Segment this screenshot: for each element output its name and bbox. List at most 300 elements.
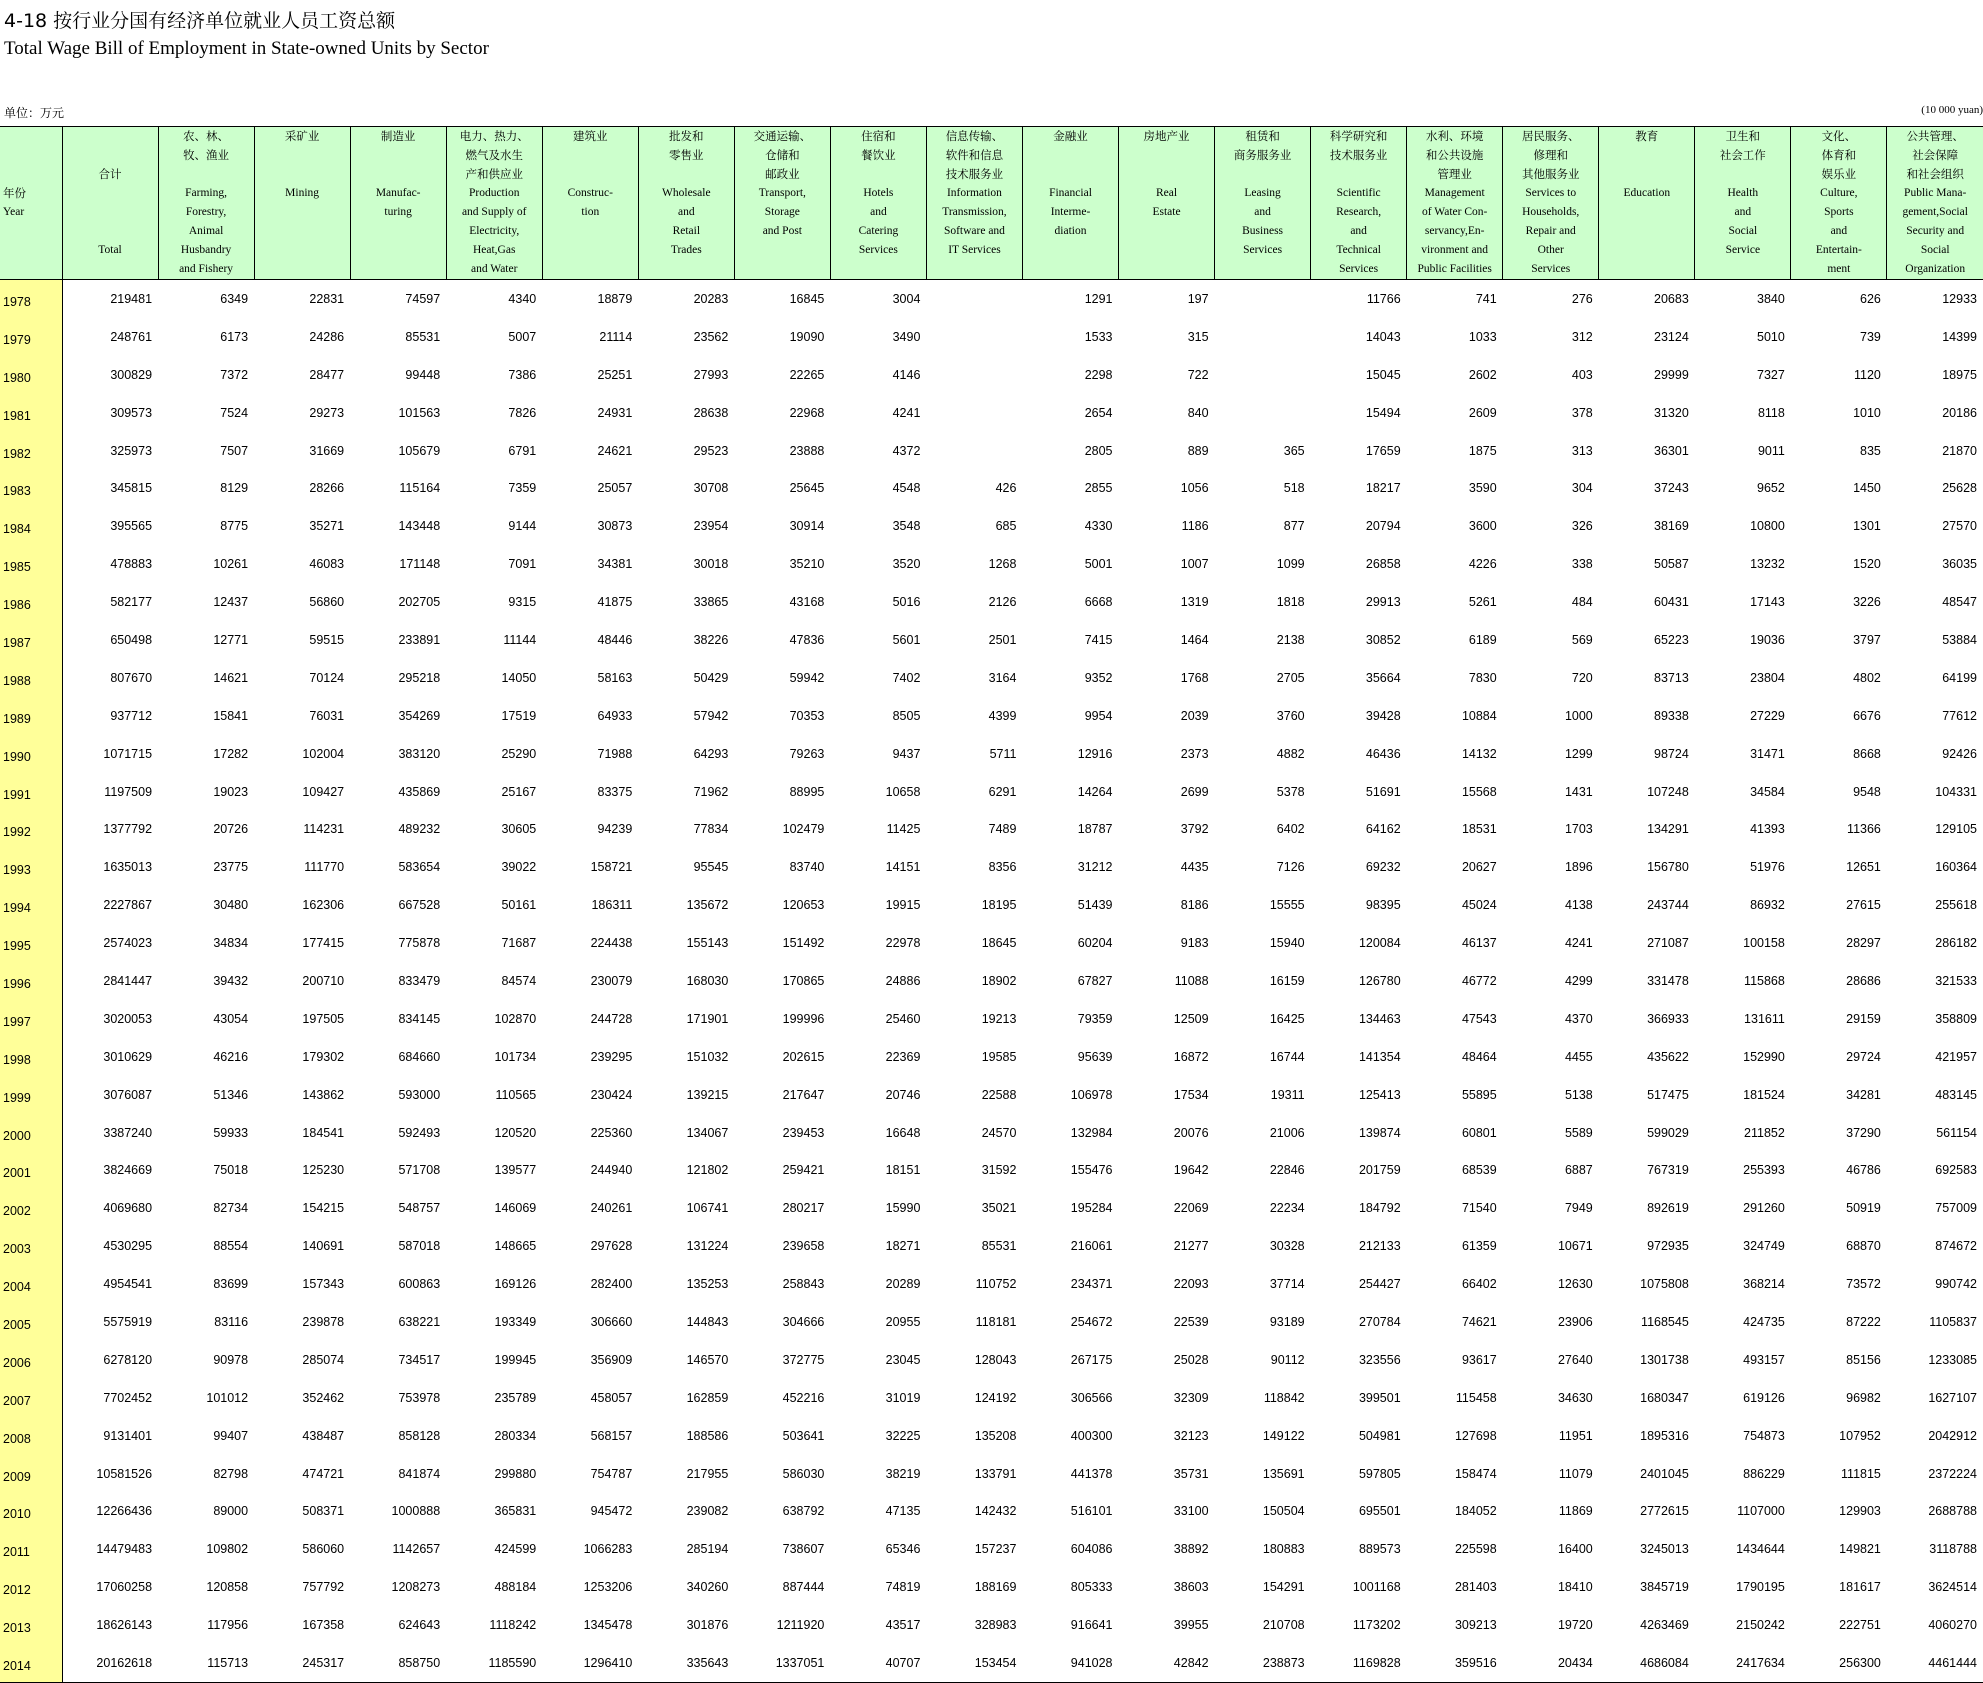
- value-cell: 304666: [782, 1314, 825, 1329]
- column-header-en: Security and: [1906, 225, 1965, 237]
- value-cell: 2138: [1276, 632, 1305, 647]
- value-cell: 18531: [1461, 822, 1497, 837]
- value-cell: 6189: [1468, 632, 1497, 647]
- column-header-en: diation: [1054, 225, 1087, 237]
- value-cell: 197505: [302, 1011, 345, 1026]
- value-cell: 24931: [597, 405, 633, 420]
- value-cell: 18217: [1365, 481, 1401, 496]
- table-row: [0, 735, 1983, 773]
- value-cell: 5589: [1564, 1125, 1593, 1140]
- value-cell: 1790195: [1736, 1580, 1785, 1595]
- column-header-en: Service: [1725, 244, 1761, 256]
- value-cell: 23562: [693, 329, 729, 344]
- value-cell: 4299: [1564, 973, 1593, 988]
- column-header-en: vironment and: [1421, 244, 1489, 256]
- year-cell: 2010: [0, 1493, 62, 1531]
- value-cell: 592493: [398, 1125, 441, 1140]
- value-cell: 3118788: [1929, 1542, 1977, 1557]
- value-cell: 85156: [1846, 1352, 1881, 1367]
- value-cell: 177415: [302, 936, 345, 951]
- value-cell: 739: [1860, 329, 1881, 344]
- value-cell: 64293: [693, 746, 729, 761]
- column-header-cn: 软件和信息: [945, 148, 1004, 162]
- value-cell: 120520: [494, 1125, 537, 1140]
- value-cell: 372775: [782, 1352, 825, 1367]
- value-cell: 11425: [886, 822, 921, 837]
- value-cell: 2227867: [103, 898, 153, 913]
- year-cell: 2007: [0, 1379, 62, 1417]
- value-cell: 31212: [1077, 860, 1113, 875]
- column-header-en: Culture,: [1820, 187, 1858, 199]
- value-cell: 383120: [398, 746, 441, 761]
- column-header: [734, 127, 830, 280]
- column-header-cn: 房地产业: [1143, 129, 1190, 143]
- value-cell: 624643: [398, 1618, 441, 1633]
- value-cell: 38892: [1173, 1542, 1209, 1557]
- year-cell: 1980: [0, 356, 62, 394]
- table-row: [0, 1151, 1983, 1189]
- year-cell: 1983: [0, 469, 62, 507]
- value-cell: 1197509: [104, 784, 153, 799]
- table-row: [0, 1303, 1983, 1341]
- value-cell: 239295: [590, 1049, 633, 1064]
- value-cell: 4461444: [1887, 1644, 1983, 1682]
- value-cell: 301876: [686, 1618, 729, 1633]
- value-cell: 8129: [220, 481, 249, 496]
- value-cell: 22369: [885, 1049, 921, 1064]
- value-cell: 25460: [885, 1011, 921, 1026]
- value-cell: 34281: [1846, 1087, 1881, 1102]
- value-cell: 243744: [1647, 898, 1689, 913]
- value-cell: 474721: [302, 1466, 345, 1481]
- value-cell: 667528: [398, 898, 441, 913]
- value-cell: 504981: [1358, 1428, 1401, 1443]
- column-header-en: Software and: [943, 225, 1005, 237]
- value-cell: 4263469: [1640, 1618, 1689, 1633]
- value-cell: 1635013: [103, 860, 153, 875]
- column-header-en: Hotels: [863, 187, 894, 199]
- value-cell: 37243: [1654, 481, 1689, 496]
- value-cell: 48547: [1942, 595, 1977, 610]
- value-cell: 516101: [1070, 1504, 1113, 1519]
- value-cell: 89000: [213, 1504, 249, 1519]
- value-cell: 132984: [1070, 1125, 1113, 1140]
- value-cell: 22846: [1269, 1163, 1305, 1178]
- value-cell: 1000: [1564, 708, 1593, 723]
- value-cell: 4226: [1468, 557, 1497, 572]
- table-row: [0, 1568, 1983, 1606]
- value-cell: 18787: [1077, 822, 1113, 837]
- value-cell: 59515: [309, 632, 345, 647]
- year-column-header: [0, 127, 62, 280]
- column-header: [1022, 127, 1118, 280]
- column-header-en: Estate: [1152, 206, 1181, 218]
- column-header-en: Sports: [1824, 206, 1854, 218]
- value-cell: 142432: [974, 1504, 1017, 1519]
- value-cell: 356909: [590, 1352, 633, 1367]
- value-cell: 8186: [1180, 898, 1209, 913]
- value-cell: 37290: [1846, 1125, 1881, 1140]
- value-cell: 106741: [686, 1201, 729, 1216]
- value-cell: 6349: [220, 291, 249, 306]
- value-cell: 14050: [501, 670, 537, 685]
- column-header-en: Health: [1727, 187, 1759, 199]
- column-header-en: and Fishery: [179, 263, 234, 275]
- value-cell: 5711: [989, 746, 1017, 761]
- column-header-en: Transport,: [758, 187, 806, 199]
- column-header-en: Information: [946, 187, 1002, 199]
- value-cell: 46137: [1461, 936, 1497, 951]
- column-header-en: Financial: [1049, 187, 1092, 199]
- value-cell: 599029: [1647, 1125, 1689, 1140]
- value-cell: 20955: [885, 1314, 921, 1329]
- value-cell: 239082: [686, 1504, 729, 1519]
- value-cell: 1450: [1853, 481, 1881, 496]
- column-header-en: Construc-: [567, 187, 613, 199]
- value-cell: 64933: [597, 708, 633, 723]
- value-cell: 64199: [1942, 670, 1977, 685]
- value-cell: 2772615: [1640, 1504, 1689, 1519]
- value-cell: 131224: [686, 1239, 729, 1254]
- value-cell: 365831: [494, 1504, 537, 1519]
- value-cell: 4340: [508, 291, 537, 306]
- value-cell: 30018: [693, 557, 729, 572]
- column-header-cn: 租赁和: [1245, 129, 1280, 143]
- value-cell: 757792: [302, 1580, 345, 1595]
- value-cell: 248761: [110, 329, 153, 344]
- column-header-en: and Supply of: [461, 206, 527, 218]
- value-cell: 89338: [1654, 708, 1689, 723]
- value-cell: 35731: [1173, 1466, 1209, 1481]
- value-cell: 378: [1571, 405, 1593, 420]
- value-cell: 27615: [1846, 898, 1881, 913]
- value-cell: 67827: [1077, 973, 1113, 988]
- value-cell: 14043: [1365, 329, 1401, 344]
- value-cell: 43054: [213, 1011, 249, 1026]
- year-cell: 2011: [0, 1530, 62, 1568]
- value-cell: 1168545: [1641, 1314, 1689, 1329]
- value-cell: 93617: [1461, 1352, 1497, 1367]
- value-cell: 3387240: [103, 1125, 153, 1140]
- value-cell: 10800: [1750, 519, 1785, 534]
- value-cell: 126780: [1358, 973, 1401, 988]
- column-header-en: Services to: [1525, 187, 1577, 199]
- value-cell: 195284: [1070, 1201, 1113, 1216]
- column-header-en: Electricity,: [469, 225, 520, 237]
- table-row: [0, 848, 1983, 886]
- value-cell: 841874: [398, 1466, 441, 1481]
- value-cell: 840: [1187, 405, 1209, 420]
- value-cell: 28297: [1846, 936, 1881, 951]
- value-cell: 1071715: [103, 746, 153, 761]
- value-cell: 111815: [1841, 1466, 1881, 1481]
- value-cell: 297628: [590, 1239, 633, 1254]
- value-cell: 30480: [213, 898, 249, 913]
- value-cell: 114231: [303, 822, 345, 837]
- column-header-en: and Water: [470, 263, 518, 275]
- table-row: [0, 1076, 1983, 1114]
- value-cell: 21870: [1942, 443, 1977, 458]
- value-cell: 151032: [686, 1049, 729, 1064]
- value-cell: 424735: [1743, 1314, 1785, 1329]
- value-cell: 115458: [1455, 1390, 1497, 1405]
- column-header-en: Production: [468, 187, 520, 199]
- value-cell: 6173: [220, 329, 249, 344]
- value-cell: 99407: [213, 1428, 249, 1443]
- table-row: [0, 356, 1983, 394]
- year-cell: 1994: [0, 886, 62, 924]
- value-cell: 50161: [501, 898, 537, 913]
- value-cell: 858128: [398, 1428, 441, 1443]
- value-cell: 586030: [782, 1466, 825, 1481]
- value-cell: 835: [1860, 443, 1881, 458]
- value-cell: 180883: [1262, 1542, 1305, 1557]
- column-header-en: Manufac-: [375, 187, 421, 199]
- value-cell: 79359: [1077, 1011, 1113, 1026]
- value-cell: 184052: [1454, 1504, 1497, 1519]
- value-cell: 325973: [110, 443, 153, 458]
- value-cell: 83116: [214, 1314, 249, 1329]
- value-cell: 69232: [1365, 860, 1401, 875]
- value-cell: 291260: [1743, 1201, 1785, 1216]
- value-cell: 767319: [1647, 1163, 1689, 1178]
- value-cell: 139215: [686, 1087, 729, 1102]
- column-header-cn: 其他服务业: [1521, 167, 1580, 181]
- table-row: [0, 1265, 1983, 1303]
- value-cell: 1875: [1468, 443, 1497, 458]
- column-header-cn: 和公共设施: [1425, 148, 1484, 162]
- column-header-en: tion: [581, 206, 600, 218]
- column-header-en: Repair and: [1525, 225, 1576, 237]
- value-cell: 5016: [892, 595, 921, 610]
- value-cell: 582177: [110, 595, 153, 610]
- value-cell: 66402: [1461, 1277, 1497, 1292]
- column-header: [1407, 127, 1503, 280]
- value-cell: 345815: [110, 481, 153, 496]
- value-cell: 1301: [1853, 519, 1881, 534]
- value-cell: 35664: [1365, 670, 1401, 685]
- column-header: [1215, 127, 1311, 280]
- table-row: [0, 886, 1983, 924]
- value-cell: 1066283: [583, 1542, 633, 1557]
- value-cell: 8775: [220, 519, 249, 534]
- year-cell: 1986: [0, 583, 62, 621]
- value-cell: 24286: [309, 329, 345, 344]
- value-cell: 258843: [782, 1277, 825, 1292]
- value-cell: 16744: [1269, 1049, 1305, 1064]
- column-header-cn: 社会工作: [1719, 148, 1766, 162]
- value-cell: 45024: [1461, 898, 1497, 913]
- value-cell: 25628: [1942, 481, 1977, 496]
- value-cell: 101734: [494, 1049, 537, 1064]
- value-cell: 1895316: [1640, 1428, 1689, 1443]
- value-cell: 25251: [597, 367, 633, 382]
- value-cell: 14621: [213, 670, 249, 685]
- year-cell: 1997: [0, 1000, 62, 1038]
- value-cell: 3824669: [103, 1163, 153, 1178]
- value-cell: 25167: [501, 784, 537, 799]
- value-cell: 4530295: [103, 1239, 153, 1254]
- column-header: [1887, 127, 1983, 280]
- column-header-en: Real: [1156, 187, 1178, 199]
- value-cell: 15841: [213, 708, 249, 723]
- value-cell: 110565: [495, 1087, 537, 1102]
- value-cell: 5010: [1757, 329, 1785, 344]
- value-cell: 972935: [1647, 1239, 1689, 1254]
- value-cell: 11079: [1558, 1466, 1593, 1481]
- value-cell: 15494: [1365, 405, 1401, 420]
- value-cell: 478883: [110, 557, 153, 572]
- value-cell: 47135: [885, 1504, 921, 1519]
- value-cell: 493157: [1743, 1352, 1785, 1367]
- value-cell: 7524: [220, 405, 249, 420]
- value-cell: 48464: [1461, 1049, 1497, 1064]
- value-cell: 6887: [1564, 1163, 1593, 1178]
- value-cell: 1680347: [1640, 1390, 1689, 1405]
- value-cell: 17534: [1173, 1087, 1209, 1102]
- column-header: [62, 127, 158, 280]
- value-cell: 42842: [1119, 1644, 1215, 1682]
- year-cell: 2001: [0, 1151, 62, 1189]
- table-row: [0, 621, 1983, 659]
- value-cell: 25645: [789, 481, 825, 496]
- year-cell: 1993: [0, 848, 62, 886]
- value-cell: 3760: [1276, 708, 1305, 723]
- value-cell: 107952: [1839, 1428, 1881, 1443]
- value-cell: 58163: [597, 670, 633, 685]
- value-cell: 25290: [501, 746, 537, 761]
- value-cell: [926, 280, 1022, 318]
- value-cell: 35210: [789, 557, 825, 572]
- value-cell: 37714: [1269, 1277, 1305, 1292]
- value-cell: 39955: [1173, 1618, 1209, 1633]
- value-cell: 754787: [590, 1466, 633, 1481]
- value-cell: 32225: [885, 1428, 921, 1443]
- value-cell: 5001: [1084, 557, 1113, 572]
- value-cell: 61359: [1461, 1239, 1497, 1254]
- year-cell: 1985: [0, 545, 62, 583]
- value-cell: 6668: [1084, 595, 1113, 610]
- value-cell: 326: [1571, 519, 1593, 534]
- value-cell: 887444: [782, 1580, 825, 1595]
- value-cell: 941028: [1022, 1644, 1118, 1682]
- value-cell: 14132: [1461, 746, 1497, 761]
- value-cell: 118842: [1263, 1390, 1305, 1405]
- value-cell: 70353: [789, 708, 825, 723]
- column-header-cn: 体育和: [1821, 148, 1857, 162]
- value-cell: 39428: [1365, 708, 1401, 723]
- value-cell: 18195: [981, 898, 1017, 913]
- value-cell: 313: [1571, 443, 1593, 458]
- value-cell: 1703: [1564, 822, 1593, 837]
- value-cell: 14399: [1942, 329, 1977, 344]
- value-cell: 139577: [494, 1163, 537, 1178]
- value-cell: 155476: [1070, 1163, 1113, 1178]
- value-cell: 245317: [254, 1644, 350, 1682]
- value-cell: 20794: [1365, 519, 1401, 534]
- value-cell: 65223: [1654, 632, 1689, 647]
- table-row: [0, 773, 1983, 811]
- value-cell: 3490: [892, 329, 921, 344]
- value-cell: 309213: [1454, 1618, 1497, 1633]
- value-cell: 34381: [597, 557, 633, 572]
- value-cell: 60801: [1461, 1125, 1497, 1140]
- table-row: [0, 318, 1983, 356]
- column-header: [638, 127, 734, 280]
- table-row: [0, 394, 1983, 432]
- value-cell: 12437: [213, 595, 249, 610]
- value-cell: 9144: [508, 519, 537, 534]
- unit-label-en: (10 000 yuan): [1921, 104, 1983, 116]
- year-cell: 1992: [0, 810, 62, 848]
- value-cell: 32309: [1173, 1390, 1209, 1405]
- value-cell: 1431: [1564, 784, 1593, 799]
- value-cell: 85531: [981, 1239, 1017, 1254]
- value-cell: 775878: [398, 936, 441, 951]
- value-cell: 158721: [590, 860, 633, 875]
- year-cell: 2005: [0, 1303, 62, 1341]
- value-cell: 18975: [1942, 367, 1977, 382]
- value-cell: 149821: [1839, 1542, 1881, 1557]
- value-cell: 22093: [1173, 1277, 1209, 1292]
- column-header-en: Technical: [1336, 244, 1381, 256]
- value-cell: 134463: [1358, 1011, 1401, 1026]
- value-cell: 181524: [1743, 1087, 1785, 1102]
- value-cell: 1345478: [583, 1618, 633, 1633]
- value-cell: 200710: [302, 973, 345, 988]
- value-cell: 83713: [1654, 670, 1689, 685]
- value-cell: 16425: [1269, 1011, 1305, 1026]
- value-cell: 184541: [302, 1125, 345, 1140]
- value-cell: 4954541: [103, 1277, 153, 1292]
- value-cell: 593000: [398, 1087, 441, 1102]
- value-cell: 722: [1187, 367, 1209, 382]
- value-cell: 47836: [789, 632, 825, 647]
- value-cell: 21006: [1269, 1125, 1305, 1140]
- value-cell: 877: [1283, 519, 1305, 534]
- value-cell: 1211920: [776, 1618, 825, 1633]
- column-header: [158, 127, 254, 280]
- column-header-en: and Post: [762, 225, 802, 237]
- value-cell: 1291: [1084, 291, 1113, 306]
- value-cell: 8356: [988, 860, 1017, 875]
- column-header-en: Heat,Gas: [472, 244, 516, 256]
- value-cell: 6791: [508, 443, 537, 458]
- value-cell: 15990: [885, 1201, 921, 1216]
- table-row: [0, 962, 1983, 1000]
- year-cell: 2003: [0, 1227, 62, 1265]
- value-cell: 60431: [1654, 595, 1689, 610]
- column-header: [1311, 127, 1407, 280]
- value-cell: 7386: [508, 367, 537, 382]
- value-cell: 312: [1571, 329, 1593, 344]
- year-cell: 2004: [0, 1265, 62, 1303]
- year-cell: 1982: [0, 432, 62, 470]
- column-header-en: Storage: [764, 206, 800, 218]
- value-cell: 68539: [1461, 1163, 1497, 1178]
- column-header-cn: 社会保障: [1912, 148, 1959, 162]
- value-cell: 1186: [1181, 519, 1209, 534]
- value-cell: 4548: [892, 481, 921, 496]
- value-cell: 435622: [1647, 1049, 1689, 1064]
- value-cell: 29913: [1365, 595, 1401, 610]
- value-cell: 27640: [1557, 1352, 1593, 1367]
- value-cell: 48446: [597, 632, 633, 647]
- value-cell: [1215, 280, 1311, 318]
- value-cell: 10658: [885, 784, 921, 799]
- value-cell: 135672: [686, 898, 729, 913]
- value-cell: 8668: [1853, 746, 1881, 761]
